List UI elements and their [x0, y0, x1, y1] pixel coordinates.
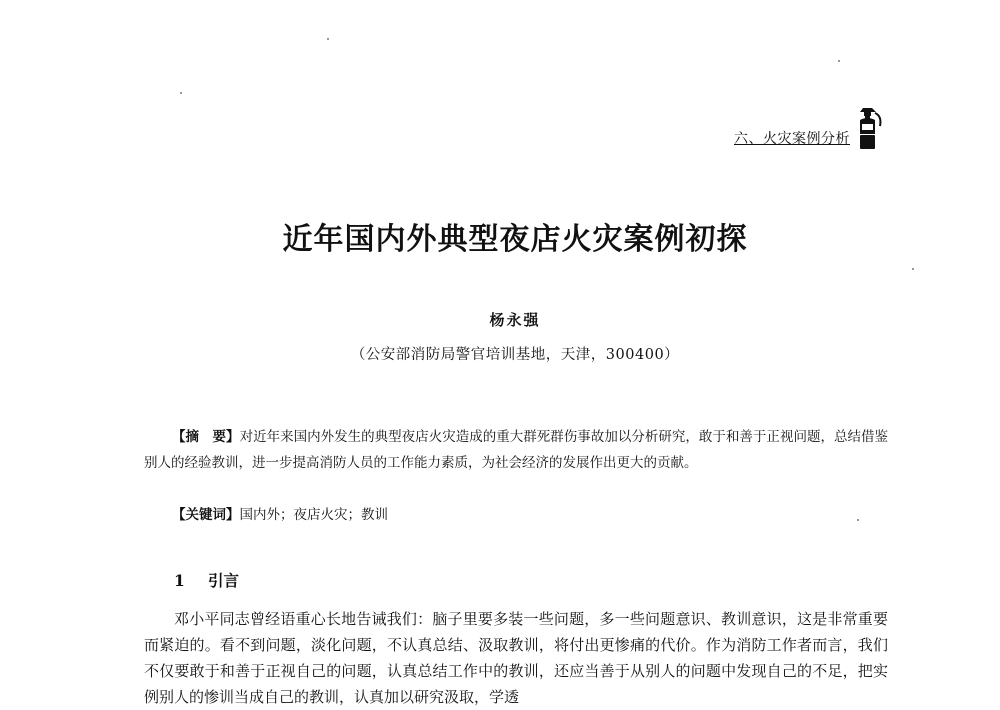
section-heading: [174, 569, 239, 591]
article-title: 近年国内外典型夜店火灾案例初探: [282, 222, 748, 257]
abstract-text: 对近年来国内外发生的典型夜店火灾造成的重大群死群伤事故加以分析研究，敢于和善于正视问题，总结借鉴别人的经验教训，进一步提高消防人员的工作能力素质，为社会经济的发展作出更大的贡献。: [144, 429, 889, 471]
fire-extinguisher-icon: [854, 104, 884, 152]
scan-speck: [912, 268, 914, 270]
section-number: 1: [174, 571, 185, 590]
abstract-block: [144, 424, 888, 476]
body-paragraph-block: [144, 606, 888, 710]
scan-speck: [857, 519, 859, 521]
scan-speck: [180, 92, 182, 94]
scan-speck: [327, 38, 329, 40]
keywords-label: 【关键词】: [172, 507, 240, 523]
abstract-label: 【摘 要】: [172, 429, 240, 445]
keywords-text: 国内外；夜店火灾；教训: [239, 507, 388, 523]
scan-speck: [838, 60, 840, 62]
article-author: 杨永强: [489, 311, 541, 329]
body-paragraph: 邓小平同志曾经语重心长地告诫我们：脑子里要多装一些问题，多一些问题意识、教训意识，这是非常重要而紧迫的。看不到问题，淡化问题，不认真总结、汲取教训，将付出更惨痛的代价。作为消防工作者而言，我们不仅要敢于和善于正视自己的问题，认真总结工作中的教训，还应当善于从别人的问题中发现自己的不足，把实例别人的惨训当成自己的教训，认真加以研究汲取，学透: [144, 610, 888, 706]
article-affiliation: （公安部消防局警官培训基地，天津，300400）: [350, 347, 680, 363]
section-title: 引言: [208, 572, 240, 590]
keywords-block: [172, 502, 388, 528]
section-header: 六、火灾案例分析: [734, 131, 850, 147]
